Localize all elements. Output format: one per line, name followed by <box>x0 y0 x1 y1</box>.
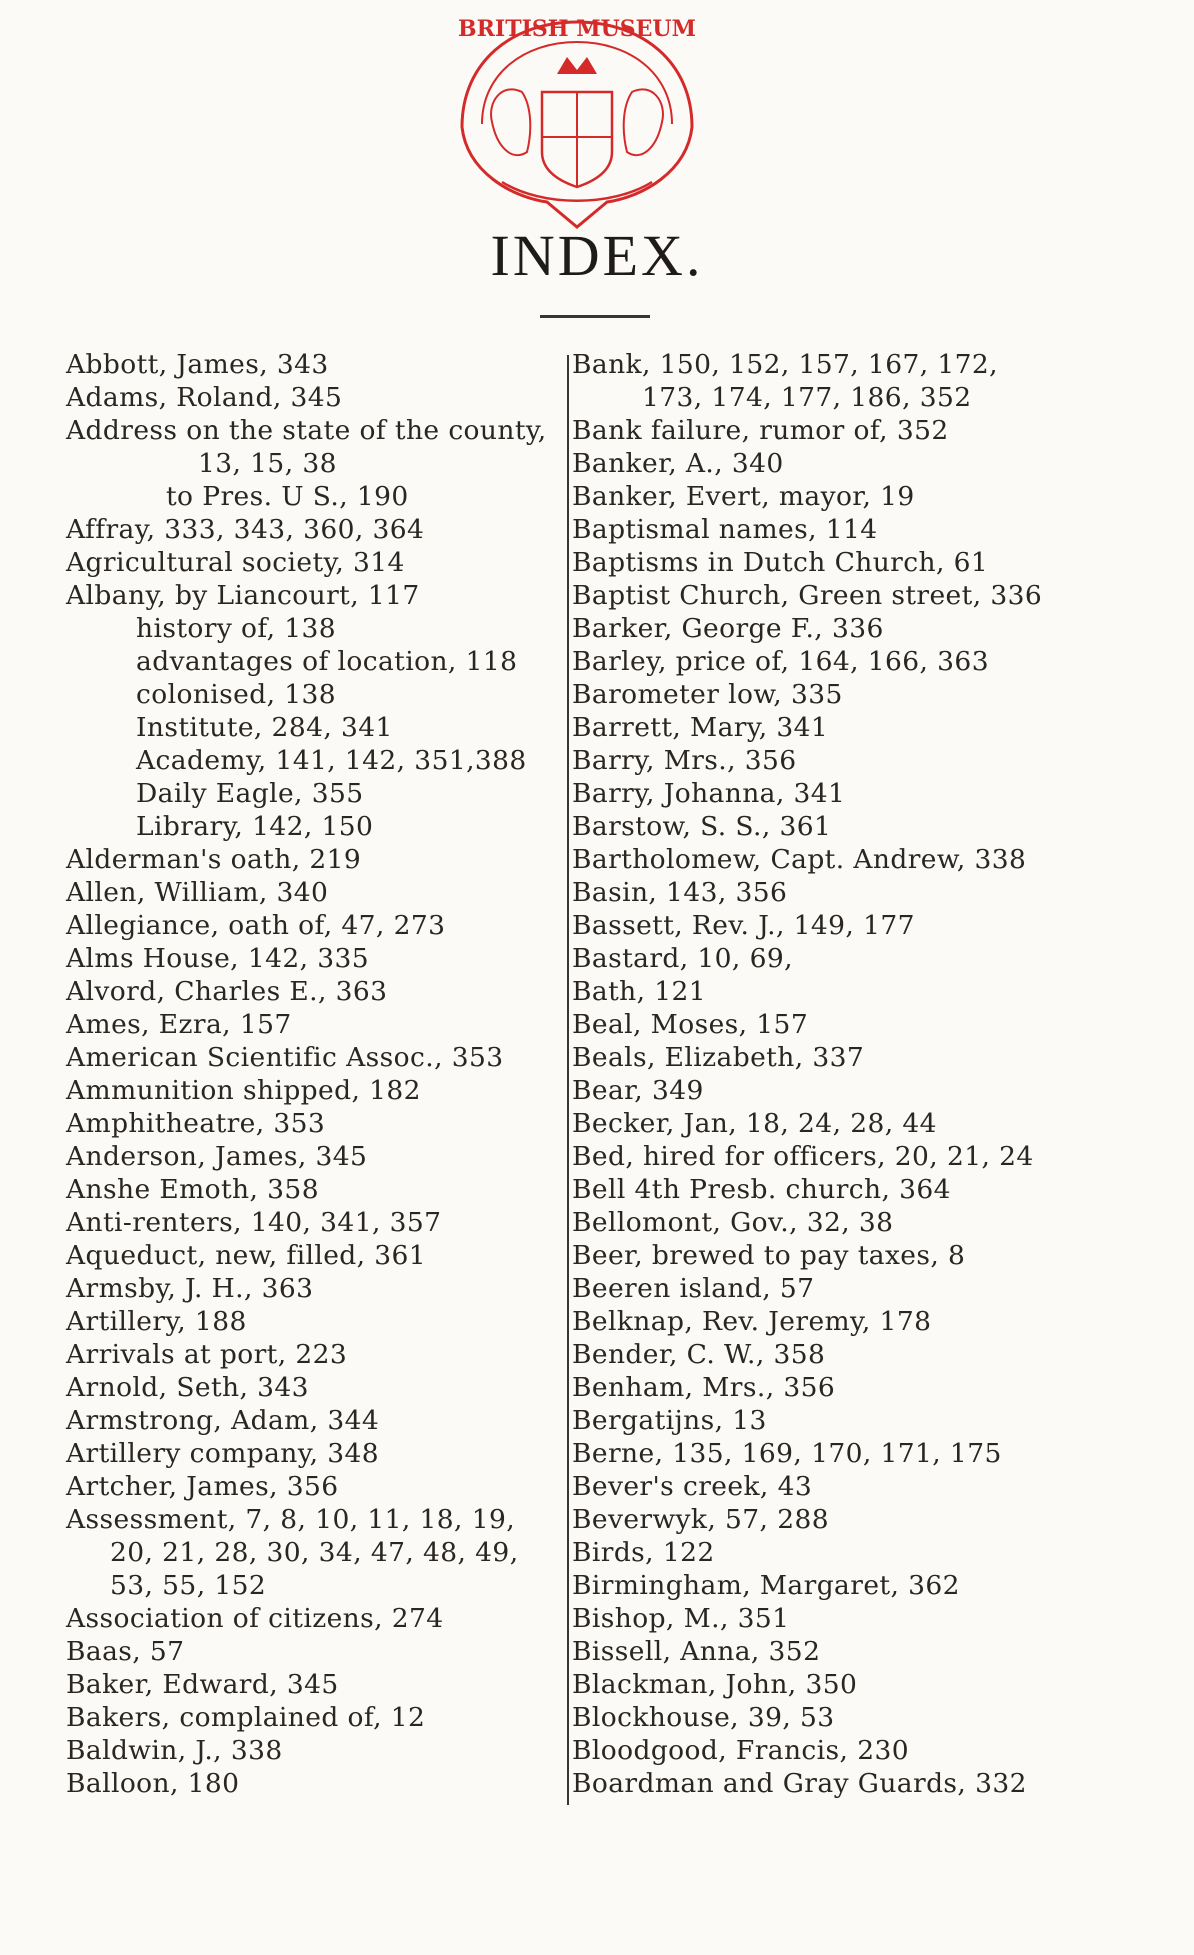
index-entry: Banker, A., 340 <box>572 448 784 479</box>
index-entry: 13, 15, 38 <box>198 448 337 479</box>
index-entry: Bissell, Anna, 352 <box>572 1636 821 1667</box>
index-entry: Barry, Johanna, 341 <box>572 778 846 809</box>
index-entry: Agricultural society, 314 <box>66 547 405 578</box>
index-entry: Bank, 150, 152, 157, 167, 172, <box>572 349 998 380</box>
index-entry: Baptisms in Dutch Church, 61 <box>572 547 989 578</box>
index-entry: Alvord, Charles E., 363 <box>66 976 388 1007</box>
index-entry: 173, 174, 177, 186, 352 <box>642 382 972 413</box>
index-entry: Baptist Church, Green street, 336 <box>572 580 1043 611</box>
index-entry: Library, 142, 150 <box>136 811 374 842</box>
index-entry: Artcher, James, 356 <box>66 1471 339 1502</box>
index-column-right <box>572 348 1132 1800</box>
index-entry: colonised, 138 <box>136 679 337 710</box>
title-rule <box>540 315 650 318</box>
index-entry: Artillery, 188 <box>66 1306 247 1337</box>
index-entry: Baldwin, J., 338 <box>66 1735 283 1766</box>
british-museum-stamp <box>432 12 722 232</box>
index-entry: Institute, 284, 341 <box>136 712 393 743</box>
index-entry: Aqueduct, new, filled, 361 <box>66 1240 427 1271</box>
index-entry: American Scientific Assoc., 353 <box>66 1042 504 1073</box>
index-entry: Bath, 121 <box>572 976 707 1007</box>
index-entry: to Pres. U S., 190 <box>166 481 409 512</box>
index-entry: advantages of location, 118 <box>136 646 518 677</box>
index-entry: Baas, 57 <box>66 1636 185 1667</box>
index-entry: Bear, 349 <box>572 1075 704 1106</box>
index-entry: Bever's creek, 43 <box>572 1471 813 1502</box>
index-entry: Boardman and Gray Guards, 332 <box>572 1768 1027 1799</box>
index-entry: Association of citizens, 274 <box>66 1603 444 1634</box>
index-entry: Beeren island, 57 <box>572 1273 815 1304</box>
index-entry: Adams, Roland, 345 <box>66 382 343 413</box>
index-entry: Becker, Jan, 18, 24, 28, 44 <box>572 1108 937 1139</box>
index-entry: Bishop, M., 351 <box>572 1603 790 1634</box>
svg-text:BRITISH MUSEUM: BRITISH MUSEUM <box>458 16 696 42</box>
index-entry: Barley, price of, 164, 166, 363 <box>572 646 989 677</box>
index-entry: Bed, hired for officers, 20, 21, 24 <box>572 1141 1034 1172</box>
index-entry: Bastard, 10, 69, <box>572 943 793 974</box>
index-entry: Anti-renters, 140, 341, 357 <box>66 1207 442 1238</box>
index-entry: Birds, 122 <box>572 1537 715 1568</box>
index-entry: Barker, George F., 336 <box>572 613 884 644</box>
index-entry: Baker, Edward, 345 <box>66 1669 339 1700</box>
index-entry: Affray, 333, 343, 360, 364 <box>66 514 425 545</box>
index-entry: Beverwyk, 57, 288 <box>572 1504 829 1535</box>
index-entry: Allegiance, oath of, 47, 273 <box>66 910 446 941</box>
index-entry: Armsby, J. H., 363 <box>66 1273 314 1304</box>
index-entry: Bassett, Rev. J., 149, 177 <box>572 910 915 941</box>
index-entry: Abbott, James, 343 <box>66 349 329 380</box>
index-entry: Barometer low, 335 <box>572 679 843 710</box>
index-entry: Bakers, complained of, 12 <box>66 1702 426 1733</box>
index-entry: Barry, Mrs., 356 <box>572 745 797 776</box>
index-entry: Assessment, 7, 8, 10, 11, 18, 19, <box>66 1504 516 1535</box>
index-entry: Birmingham, Margaret, 362 <box>572 1570 960 1601</box>
index-entry: Banker, Evert, mayor, 19 <box>572 481 915 512</box>
index-entry: Arnold, Seth, 343 <box>66 1372 309 1403</box>
index-entry: Albany, by Liancourt, 117 <box>66 580 420 611</box>
index-entry: Daily Eagle, 355 <box>136 778 364 809</box>
index-entry: Barstow, S. S., 361 <box>572 811 832 842</box>
index-entry: Belknap, Rev. Jeremy, 178 <box>572 1306 932 1337</box>
index-entry: Beals, Elizabeth, 337 <box>572 1042 865 1073</box>
index-entry: Alderman's oath, 219 <box>66 844 362 875</box>
index-entry: Benham, Mrs., 356 <box>572 1372 836 1403</box>
index-entry: Address on the state of the county, <box>66 415 547 446</box>
index-entry: Anshe Emoth, 358 <box>66 1174 319 1205</box>
index-entry: Blackman, John, 350 <box>572 1669 858 1700</box>
index-entry: Beer, brewed to pay taxes, 8 <box>572 1240 966 1271</box>
index-entry: Balloon, 180 <box>66 1768 240 1799</box>
index-entry: Berne, 135, 169, 170, 171, 175 <box>572 1438 1002 1469</box>
page-title: INDEX. <box>490 223 704 288</box>
index-entry: Allen, William, 340 <box>66 877 329 908</box>
index-entry: Bell 4th Presb. church, 364 <box>572 1174 951 1205</box>
index-entry: Bellomont, Gov., 32, 38 <box>572 1207 894 1238</box>
index-entry: 20, 21, 28, 30, 34, 47, 48, 49, <box>110 1537 519 1568</box>
index-entry: Anderson, James, 345 <box>66 1141 368 1172</box>
index-entry: history of, 138 <box>136 613 337 644</box>
index-entry: Alms House, 142, 335 <box>66 943 370 974</box>
index-entry: Blockhouse, 39, 53 <box>572 1702 835 1733</box>
index-entry: Armstrong, Adam, 344 <box>66 1405 380 1436</box>
index-entry: Academy, 141, 142, 351,388 <box>136 745 527 776</box>
column-divider <box>567 355 569 1805</box>
index-entry: Arrivals at port, 223 <box>66 1339 348 1370</box>
index-column-left <box>66 348 560 1800</box>
index-entry: Bartholomew, Capt. Andrew, 338 <box>572 844 1027 875</box>
index-entry: Beal, Moses, 157 <box>572 1009 809 1040</box>
index-entry: Ames, Ezra, 157 <box>66 1009 292 1040</box>
index-entry: Bergatijns, 13 <box>572 1405 767 1436</box>
index-entry: Ammunition shipped, 182 <box>66 1075 421 1106</box>
index-entry: Bloodgood, Francis, 230 <box>572 1735 909 1766</box>
index-entry: Baptismal names, 114 <box>572 514 878 545</box>
index-entry: Basin, 143, 356 <box>572 877 788 908</box>
index-entry: Artillery company, 348 <box>66 1438 380 1469</box>
index-entry: 53, 55, 152 <box>110 1570 267 1601</box>
index-entry: Amphitheatre, 353 <box>66 1108 326 1139</box>
index-entry: Bank failure, rumor of, 352 <box>572 415 949 446</box>
index-entry: Barrett, Mary, 341 <box>572 712 829 743</box>
index-entry: Bender, C. W., 358 <box>572 1339 826 1370</box>
